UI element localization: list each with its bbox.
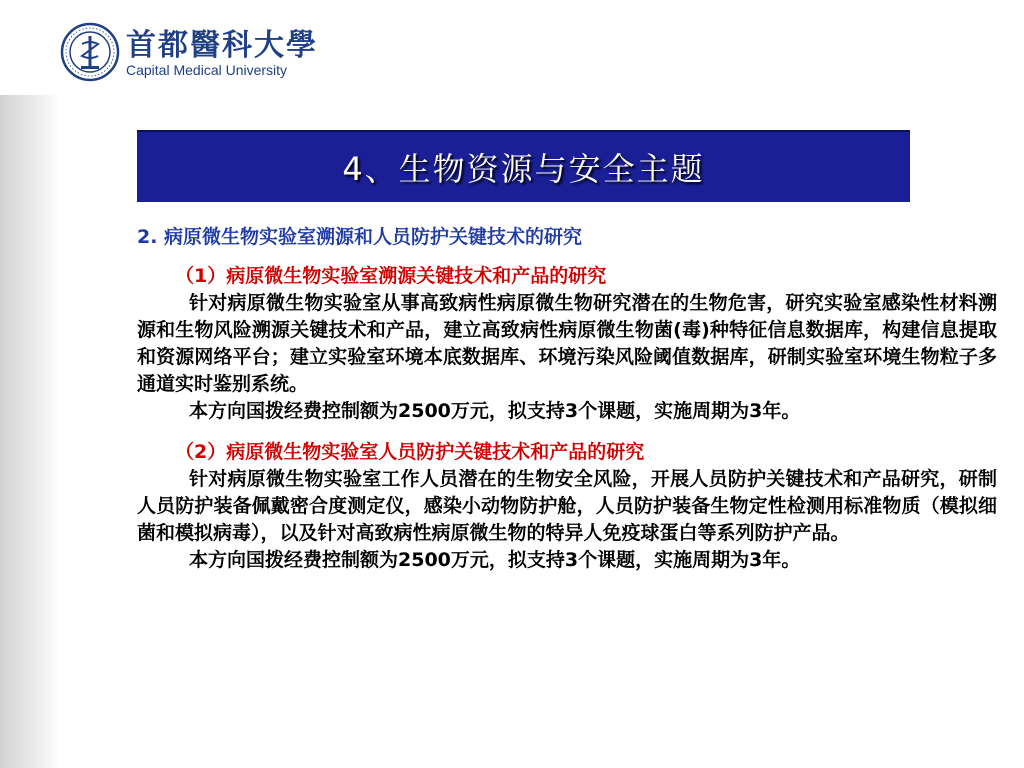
subsection-body-2: 针对病原微生物实验室工作人员潜在的生物安全风险，开展人员防护关键技术和产品研究，研制人员防护装备佩戴密合度测定仪，感染小动物防护舱，人员防护装备生物定性检测用标准物质（模拟细菌和模拟病毒），以及针对高致病性病原微生物的特异人免疫球蛋白等系列防护产品。 [137,468,997,544]
subsection-heading-2: （2）病原微生物实验室人员防护关键技术和产品的研究 [175,441,645,463]
slide-title: 4、生物资源与安全主题 [342,150,705,188]
subsection-budget-1: 本方向国拨经费控制额为2500万元，拟支持3个课题，实施周期为3年。 [189,400,801,422]
university-emblem-icon [60,22,120,82]
subsection-heading-1: （1）病原微生物实验室溯源关键技术和产品的研究 [175,265,607,287]
university-name-en: Capital Medical University [126,62,288,78]
university-name-cn: 首都醫科大學 [126,28,318,63]
slide-content [137,224,997,574]
subsection-budget-2: 本方向国拨经费控制额为2500万元，拟支持3个课题，实施周期为3年。 [189,549,801,571]
section-heading: 2. 病原微生物实验室溯源和人员防护关键技术的研究 [137,226,583,248]
subsection-body-1: 针对病原微生物实验室从事高致病性病原微生物研究潜在的生物危害，研究实验室感染性材料溯源和生物风险溯源关键技术和产品，建立高致病性病原微生物菌(毒)种特征信息数据库，构建信息提取和资源网络平台；建立实验室环境本底数据库、环境污染风险阈值数据库，研制实验室环境生物粒子多通道实时鉴别系统。 [137,292,997,395]
spacer [137,425,997,439]
left-edge-shading [0,95,60,768]
university-logo [60,20,318,82]
slide-title-bar [137,130,910,202]
